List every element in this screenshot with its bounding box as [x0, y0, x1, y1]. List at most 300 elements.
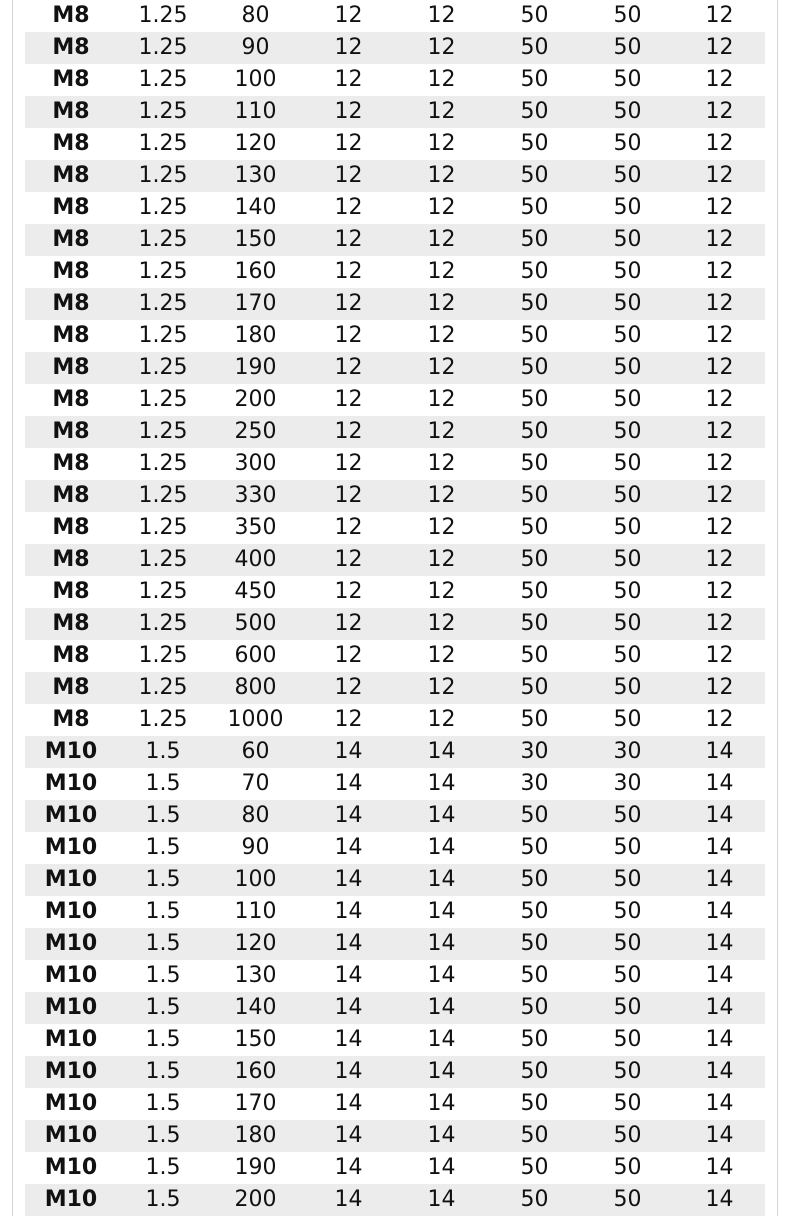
- cell-col6: 50: [488, 608, 581, 640]
- table-row: [25, 896, 765, 928]
- cell-spec: M8: [25, 544, 117, 576]
- cell-col8: 14: [674, 1088, 765, 1120]
- table-row: [25, 288, 765, 320]
- table-row: [25, 224, 765, 256]
- cell-length: 140: [209, 992, 302, 1024]
- cell-col5: 14: [395, 768, 488, 800]
- cell-length: 200: [209, 1184, 302, 1216]
- cell-col6: 50: [488, 992, 581, 1024]
- cell-col7: 50: [581, 480, 674, 512]
- cell-col4: 12: [302, 32, 395, 64]
- cell-spec: M8: [25, 448, 117, 480]
- table-body: [25, 0, 765, 1216]
- cell-col4: 12: [302, 640, 395, 672]
- spec-table: [25, 0, 765, 1216]
- cell-col5: 14: [395, 864, 488, 896]
- cell-col8: 12: [674, 224, 765, 256]
- table-row: [25, 864, 765, 896]
- cell-spec: M8: [25, 512, 117, 544]
- table-row: [25, 32, 765, 64]
- cell-col8: 14: [674, 800, 765, 832]
- cell-length: 170: [209, 288, 302, 320]
- cell-length: 330: [209, 480, 302, 512]
- cell-col7: 30: [581, 736, 674, 768]
- cell-pitch: 1.25: [117, 672, 209, 704]
- cell-spec: M8: [25, 128, 117, 160]
- cell-length: 300: [209, 448, 302, 480]
- cell-col6: 50: [488, 1056, 581, 1088]
- cell-col4: 12: [302, 704, 395, 736]
- cell-col4: 12: [302, 96, 395, 128]
- cell-spec: M8: [25, 96, 117, 128]
- cell-col5: 12: [395, 672, 488, 704]
- cell-spec: M10: [25, 1056, 117, 1088]
- table-row: [25, 1056, 765, 1088]
- cell-spec: M8: [25, 416, 117, 448]
- table-row: [25, 544, 765, 576]
- table-row: [25, 352, 765, 384]
- cell-pitch: 1.5: [117, 896, 209, 928]
- table-row: [25, 384, 765, 416]
- cell-length: 200: [209, 384, 302, 416]
- cell-col7: 50: [581, 96, 674, 128]
- cell-col8: 14: [674, 992, 765, 1024]
- cell-length: 150: [209, 1024, 302, 1056]
- cell-col6: 50: [488, 576, 581, 608]
- cell-pitch: 1.25: [117, 480, 209, 512]
- cell-col4: 14: [302, 992, 395, 1024]
- cell-length: 80: [209, 800, 302, 832]
- cell-col6: 50: [488, 832, 581, 864]
- cell-col7: 50: [581, 192, 674, 224]
- cell-col4: 12: [302, 224, 395, 256]
- cell-col8: 14: [674, 832, 765, 864]
- cell-spec: M10: [25, 928, 117, 960]
- cell-col6: 50: [488, 544, 581, 576]
- cell-col8: 14: [674, 896, 765, 928]
- cell-col5: 12: [395, 640, 488, 672]
- cell-pitch: 1.5: [117, 768, 209, 800]
- cell-length: 90: [209, 832, 302, 864]
- cell-length: 190: [209, 352, 302, 384]
- cell-col4: 14: [302, 1120, 395, 1152]
- cell-spec: M10: [25, 1024, 117, 1056]
- cell-col8: 14: [674, 1184, 765, 1216]
- cell-col4: 12: [302, 192, 395, 224]
- cell-col5: 12: [395, 0, 488, 32]
- cell-pitch: 1.25: [117, 704, 209, 736]
- cell-length: 170: [209, 1088, 302, 1120]
- cell-col4: 12: [302, 320, 395, 352]
- cell-length: 180: [209, 1120, 302, 1152]
- cell-col6: 50: [488, 928, 581, 960]
- cell-spec: M8: [25, 672, 117, 704]
- cell-col6: 50: [488, 128, 581, 160]
- cell-col6: 50: [488, 1152, 581, 1184]
- cell-col8: 12: [674, 352, 765, 384]
- cell-length: 500: [209, 608, 302, 640]
- cell-length: 100: [209, 64, 302, 96]
- cell-col4: 12: [302, 0, 395, 32]
- cell-col4: 12: [302, 448, 395, 480]
- cell-length: 130: [209, 960, 302, 992]
- table-row: [25, 448, 765, 480]
- cell-col6: 50: [488, 288, 581, 320]
- cell-col8: 12: [674, 608, 765, 640]
- cell-col6: 50: [488, 512, 581, 544]
- cell-col8: 12: [674, 192, 765, 224]
- table-row: [25, 800, 765, 832]
- cell-col6: 50: [488, 1088, 581, 1120]
- cell-pitch: 1.5: [117, 1088, 209, 1120]
- cell-col6: 50: [488, 480, 581, 512]
- cell-pitch: 1.25: [117, 320, 209, 352]
- cell-spec: M8: [25, 608, 117, 640]
- cell-col5: 12: [395, 416, 488, 448]
- cell-pitch: 1.5: [117, 1152, 209, 1184]
- cell-spec: M10: [25, 1152, 117, 1184]
- cell-col4: 14: [302, 864, 395, 896]
- cell-col5: 12: [395, 704, 488, 736]
- cell-col5: 14: [395, 1056, 488, 1088]
- cell-pitch: 1.5: [117, 928, 209, 960]
- cell-length: 110: [209, 96, 302, 128]
- cell-col4: 14: [302, 1024, 395, 1056]
- cell-pitch: 1.5: [117, 864, 209, 896]
- cell-col8: 12: [674, 256, 765, 288]
- cell-col7: 50: [581, 384, 674, 416]
- cell-col7: 50: [581, 832, 674, 864]
- cell-col7: 50: [581, 288, 674, 320]
- cell-col4: 14: [302, 736, 395, 768]
- table-row: [25, 832, 765, 864]
- cell-col6: 50: [488, 896, 581, 928]
- cell-col7: 50: [581, 128, 674, 160]
- cell-col8: 14: [674, 1024, 765, 1056]
- cell-spec: M10: [25, 800, 117, 832]
- cell-col4: 12: [302, 384, 395, 416]
- cell-col5: 12: [395, 608, 488, 640]
- cell-col5: 14: [395, 1152, 488, 1184]
- cell-col4: 14: [302, 960, 395, 992]
- cell-col7: 50: [581, 544, 674, 576]
- cell-col8: 14: [674, 1056, 765, 1088]
- cell-pitch: 1.25: [117, 448, 209, 480]
- cell-col4: 12: [302, 416, 395, 448]
- cell-col7: 50: [581, 1120, 674, 1152]
- cell-col6: 50: [488, 352, 581, 384]
- cell-pitch: 1.5: [117, 992, 209, 1024]
- cell-col8: 12: [674, 704, 765, 736]
- cell-col5: 14: [395, 928, 488, 960]
- cell-pitch: 1.5: [117, 736, 209, 768]
- cell-pitch: 1.25: [117, 640, 209, 672]
- cell-col7: 50: [581, 960, 674, 992]
- cell-length: 140: [209, 192, 302, 224]
- cell-col7: 50: [581, 896, 674, 928]
- cell-length: 110: [209, 896, 302, 928]
- cell-col6: 50: [488, 416, 581, 448]
- cell-col8: 12: [674, 160, 765, 192]
- cell-col6: 50: [488, 32, 581, 64]
- cell-spec: M10: [25, 736, 117, 768]
- cell-col7: 50: [581, 448, 674, 480]
- cell-col6: 50: [488, 672, 581, 704]
- cell-col7: 50: [581, 256, 674, 288]
- cell-col4: 14: [302, 768, 395, 800]
- cell-pitch: 1.25: [117, 0, 209, 32]
- cell-col8: 12: [674, 416, 765, 448]
- table-row: [25, 64, 765, 96]
- cell-col6: 50: [488, 320, 581, 352]
- cell-col5: 12: [395, 64, 488, 96]
- cell-pitch: 1.25: [117, 512, 209, 544]
- cell-pitch: 1.5: [117, 1184, 209, 1216]
- cell-col8: 12: [674, 480, 765, 512]
- cell-pitch: 1.25: [117, 608, 209, 640]
- cell-col8: 12: [674, 576, 765, 608]
- cell-col8: 14: [674, 1120, 765, 1152]
- cell-col5: 14: [395, 1120, 488, 1152]
- cell-spec: M8: [25, 480, 117, 512]
- cell-col8: 12: [674, 32, 765, 64]
- cell-col4: 14: [302, 1184, 395, 1216]
- cell-col5: 12: [395, 224, 488, 256]
- table-row: [25, 160, 765, 192]
- table-row: [25, 512, 765, 544]
- cell-col8: 14: [674, 768, 765, 800]
- cell-col6: 50: [488, 864, 581, 896]
- cell-col4: 14: [302, 1056, 395, 1088]
- cell-col7: 30: [581, 768, 674, 800]
- cell-col6: 50: [488, 960, 581, 992]
- cell-pitch: 1.25: [117, 96, 209, 128]
- cell-spec: M8: [25, 32, 117, 64]
- cell-col8: 12: [674, 384, 765, 416]
- cell-length: 160: [209, 1056, 302, 1088]
- table-row: [25, 320, 765, 352]
- cell-col7: 50: [581, 160, 674, 192]
- table-row: [25, 704, 765, 736]
- cell-col6: 30: [488, 736, 581, 768]
- cell-spec: M10: [25, 832, 117, 864]
- cell-length: 180: [209, 320, 302, 352]
- table-row: [25, 1024, 765, 1056]
- cell-pitch: 1.5: [117, 960, 209, 992]
- cell-col8: 12: [674, 640, 765, 672]
- cell-col8: 14: [674, 928, 765, 960]
- cell-col4: 14: [302, 896, 395, 928]
- table-row: [25, 128, 765, 160]
- cell-col7: 50: [581, 1184, 674, 1216]
- cell-col8: 12: [674, 64, 765, 96]
- cell-col6: 50: [488, 224, 581, 256]
- cell-col7: 50: [581, 352, 674, 384]
- cell-spec: M8: [25, 192, 117, 224]
- cell-col5: 12: [395, 192, 488, 224]
- cell-spec: M10: [25, 960, 117, 992]
- cell-col5: 14: [395, 992, 488, 1024]
- cell-col5: 12: [395, 32, 488, 64]
- cell-pitch: 1.25: [117, 64, 209, 96]
- cell-col8: 14: [674, 864, 765, 896]
- cell-col7: 50: [581, 864, 674, 896]
- cell-spec: M8: [25, 384, 117, 416]
- cell-col5: 12: [395, 576, 488, 608]
- cell-col8: 12: [674, 96, 765, 128]
- cell-length: 190: [209, 1152, 302, 1184]
- cell-length: 90: [209, 32, 302, 64]
- cell-col8: 14: [674, 960, 765, 992]
- cell-pitch: 1.5: [117, 1056, 209, 1088]
- cell-col6: 50: [488, 704, 581, 736]
- cell-col4: 14: [302, 1088, 395, 1120]
- cell-col5: 12: [395, 384, 488, 416]
- cell-col7: 50: [581, 1056, 674, 1088]
- cell-col6: 50: [488, 384, 581, 416]
- cell-spec: M10: [25, 864, 117, 896]
- cell-pitch: 1.25: [117, 416, 209, 448]
- cell-col4: 12: [302, 160, 395, 192]
- cell-col4: 12: [302, 608, 395, 640]
- cell-col5: 12: [395, 96, 488, 128]
- cell-col6: 50: [488, 160, 581, 192]
- cell-col4: 12: [302, 352, 395, 384]
- table-row: [25, 672, 765, 704]
- cell-length: 450: [209, 576, 302, 608]
- cell-col4: 12: [302, 288, 395, 320]
- cell-col5: 14: [395, 960, 488, 992]
- cell-col7: 50: [581, 320, 674, 352]
- cell-col5: 14: [395, 1024, 488, 1056]
- cell-pitch: 1.5: [117, 800, 209, 832]
- cell-col5: 12: [395, 160, 488, 192]
- cell-spec: M10: [25, 992, 117, 1024]
- cell-length: 120: [209, 928, 302, 960]
- cell-col4: 12: [302, 576, 395, 608]
- cell-col7: 50: [581, 576, 674, 608]
- cell-col5: 14: [395, 1088, 488, 1120]
- cell-col5: 12: [395, 128, 488, 160]
- table-row: [25, 736, 765, 768]
- cell-col8: 12: [674, 512, 765, 544]
- cell-length: 600: [209, 640, 302, 672]
- cell-length: 250: [209, 416, 302, 448]
- cell-length: 350: [209, 512, 302, 544]
- cell-length: 1000: [209, 704, 302, 736]
- cell-col7: 50: [581, 672, 674, 704]
- cell-length: 120: [209, 128, 302, 160]
- table-row: [25, 960, 765, 992]
- cell-col8: 14: [674, 1152, 765, 1184]
- table-row: [25, 256, 765, 288]
- cell-col5: 12: [395, 544, 488, 576]
- cell-pitch: 1.25: [117, 128, 209, 160]
- cell-spec: M8: [25, 160, 117, 192]
- cell-col7: 50: [581, 416, 674, 448]
- cell-spec: M8: [25, 640, 117, 672]
- cell-length: 60: [209, 736, 302, 768]
- cell-col7: 50: [581, 640, 674, 672]
- table-row: [25, 928, 765, 960]
- cell-pitch: 1.25: [117, 192, 209, 224]
- cell-col6: 50: [488, 448, 581, 480]
- cell-col5: 12: [395, 512, 488, 544]
- cell-col6: 50: [488, 64, 581, 96]
- cell-length: 70: [209, 768, 302, 800]
- cell-pitch: 1.25: [117, 224, 209, 256]
- cell-col5: 12: [395, 288, 488, 320]
- cell-pitch: 1.25: [117, 256, 209, 288]
- cell-col6: 50: [488, 256, 581, 288]
- cell-length: 160: [209, 256, 302, 288]
- cell-col5: 14: [395, 800, 488, 832]
- cell-col8: 12: [674, 320, 765, 352]
- cell-length: 800: [209, 672, 302, 704]
- cell-col5: 14: [395, 832, 488, 864]
- cell-col5: 12: [395, 352, 488, 384]
- cell-spec: M8: [25, 576, 117, 608]
- cell-col8: 12: [674, 672, 765, 704]
- cell-col5: 14: [395, 736, 488, 768]
- cell-pitch: 1.25: [117, 288, 209, 320]
- cell-col6: 50: [488, 96, 581, 128]
- cell-col4: 12: [302, 672, 395, 704]
- cell-pitch: 1.5: [117, 1120, 209, 1152]
- cell-col6: 50: [488, 640, 581, 672]
- cell-pitch: 1.25: [117, 352, 209, 384]
- cell-spec: M8: [25, 256, 117, 288]
- cell-col8: 12: [674, 544, 765, 576]
- cell-col7: 50: [581, 800, 674, 832]
- cell-pitch: 1.5: [117, 832, 209, 864]
- cell-col6: 30: [488, 768, 581, 800]
- cell-pitch: 1.5: [117, 1024, 209, 1056]
- cell-spec: M8: [25, 704, 117, 736]
- cell-col4: 12: [302, 544, 395, 576]
- cell-spec: M10: [25, 1088, 117, 1120]
- table-row: [25, 192, 765, 224]
- table-row: [25, 1088, 765, 1120]
- cell-col4: 12: [302, 480, 395, 512]
- cell-col5: 12: [395, 448, 488, 480]
- cell-col8: 12: [674, 0, 765, 32]
- cell-col5: 14: [395, 1184, 488, 1216]
- cell-col4: 12: [302, 512, 395, 544]
- cell-length: 80: [209, 0, 302, 32]
- table-row: [25, 480, 765, 512]
- cell-col8: 12: [674, 288, 765, 320]
- cell-col6: 50: [488, 800, 581, 832]
- cell-col7: 50: [581, 704, 674, 736]
- cell-col7: 50: [581, 224, 674, 256]
- cell-col7: 50: [581, 1024, 674, 1056]
- table-row: [25, 96, 765, 128]
- cell-col7: 50: [581, 608, 674, 640]
- cell-length: 400: [209, 544, 302, 576]
- cell-spec: M8: [25, 64, 117, 96]
- cell-col4: 14: [302, 800, 395, 832]
- table-row: [25, 992, 765, 1024]
- cell-length: 100: [209, 864, 302, 896]
- cell-col7: 50: [581, 928, 674, 960]
- cell-col4: 12: [302, 128, 395, 160]
- cell-col6: 50: [488, 0, 581, 32]
- cell-pitch: 1.25: [117, 160, 209, 192]
- cell-col4: 12: [302, 64, 395, 96]
- cell-col7: 50: [581, 992, 674, 1024]
- cell-length: 130: [209, 160, 302, 192]
